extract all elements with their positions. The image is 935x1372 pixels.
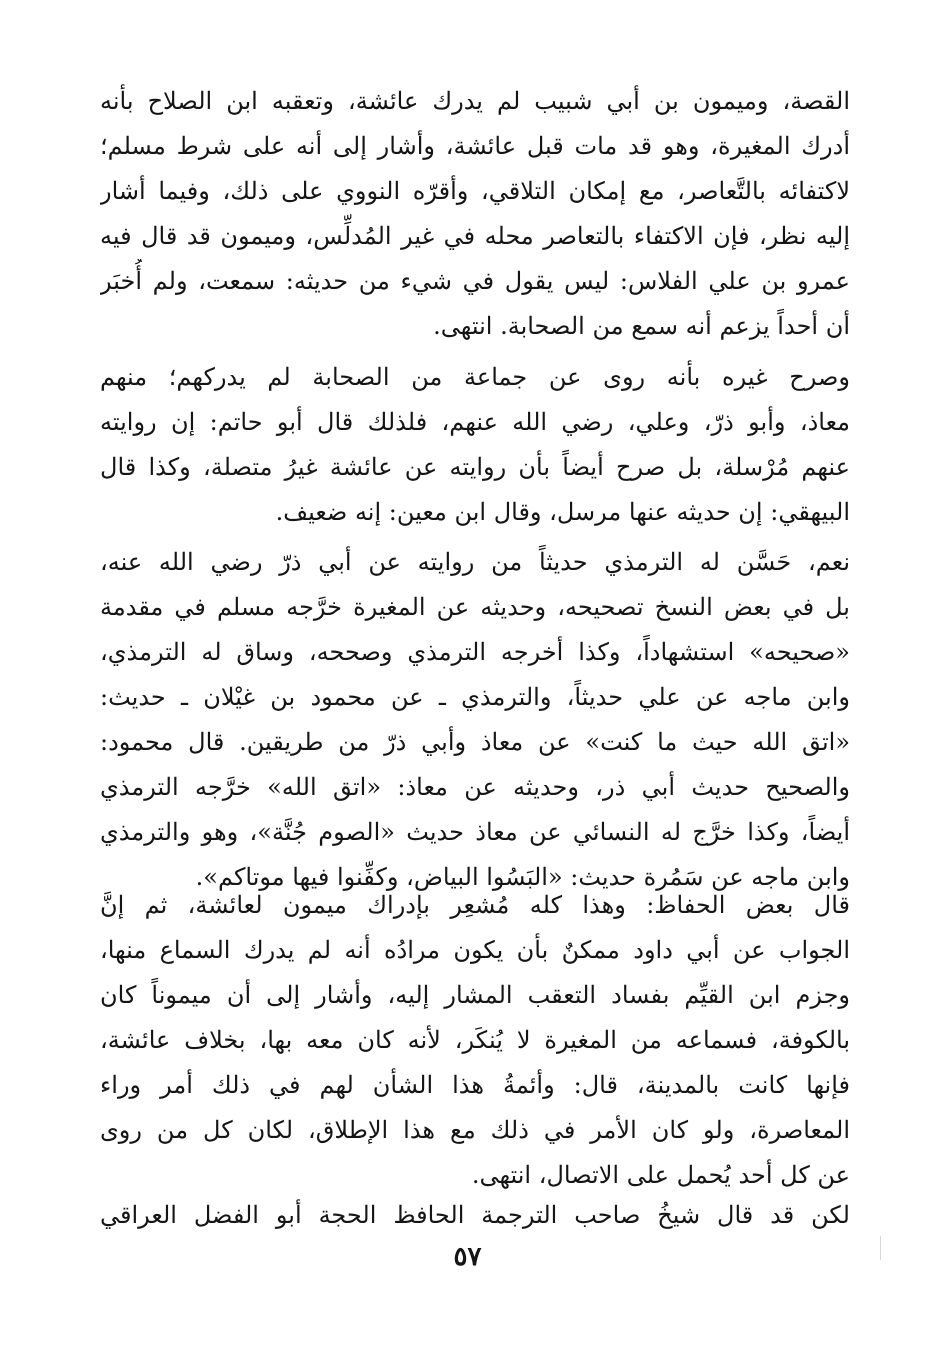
text-line: وجزم ابن القيِّم بفساد التعقب المشار إليه، وأشار إلى أن ميموناً كان (100, 981, 850, 1009)
text-line: بل في بعض النسخ تصحيحه، وحديثه عن المغيرة خرَّجه مسلم في مقدمة (100, 593, 850, 621)
text-line: «صحيحه» استشهاداً، وكذا أخرجه الترمذي وصححه، وساق له الترمذي، (100, 638, 850, 666)
text-line: لاكتفائه بالتَّعاصر، مع إمكان التلاقي، وأقرّه النووي على ذلك، وفيما أشار (100, 177, 850, 205)
text-line: أن أحداً يزعم أنه سمع من الصحابة. انتهى. (433, 312, 850, 340)
text-line: البيهقي: إن حديثه عنها مرسل، وقال ابن معين: إنه ضعيف. (275, 498, 850, 526)
paragraph-4 (100, 883, 850, 1198)
text-line: وابن ماجه عن سَمُرة حديث: «البَسُوا البياض، وكفِّنوا فيها موتاكم». (195, 863, 850, 891)
page-number: ٥٧ (453, 1242, 482, 1272)
text-line: أيضاً، وكذا خرَّج له النسائي عن معاذ حديث «الصوم جُنَّة»، وهو والترمذي (100, 818, 850, 846)
text-line: عنهم مُرْسلة، بل صرح أيضاً بأن روايته عن عائشة غيرُ متصلة، وكذا قال (100, 453, 850, 481)
text-line: وابن ماجه عن علي حديثاً، والترمذي ـ عن محمود بن غيْلان ـ حديث: (100, 683, 850, 711)
text-line: «اتق الله حيث ما كنت» عن معاذ وأبي ذرّ من طريقين. قال محمود: (100, 728, 850, 756)
text-line: المعاصرة، ولو كان الأمر في ذلك مع هذا الإطلاق، لكان كل من روى (100, 1116, 850, 1144)
paragraph-2 (100, 355, 850, 535)
text-line: قال بعض الحفاظ: وهذا كله مُشعِر بإدراك ميمون لعائشة، ثم إنَّ (100, 891, 850, 919)
paragraph-3 (100, 540, 850, 900)
text-line: فإنها كانت بالمدينة، قال: وأئمةُ هذا الشأن لهم في ذلك أمر وراء (100, 1071, 850, 1099)
text-line: أدرك المغيرة، وهو قد مات قبل عائشة، وأشار إلى أنه على شرط مسلم؛ (100, 132, 850, 160)
text-line: القصة، وميمون بن أبي شبيب لم يدرك عائشة، وتعقبه ابن الصلاح بأنه (100, 87, 850, 115)
text-line: والصحيح حديث أبي ذر، وحديثه عن معاذ: «اتق الله» خرَّجه الترمذي (100, 773, 850, 801)
paragraph-1 (100, 79, 850, 349)
text-line: معاذ، وأبو ذرّ، وعلي، رضي الله عنهم، فلذلك قال أبو حاتم: إن روايته (100, 408, 850, 436)
text-line: إليه نظر، فإن الاكتفاء بالتعاصر محله في غير المُدلِّس، وميمون قد قال فيه (100, 222, 850, 250)
margin-mark (880, 1236, 881, 1260)
paragraph-5 (100, 1193, 850, 1238)
text-line: بالكوفة، فسماعه من المغيرة لا يُنكَر، لأنه كان معه بها، بخلاف عائشة، (100, 1026, 850, 1054)
text-line: الجواب عن أبي داود ممكنٌ بأن يكون مرادُه أنه لم يدرك السماع منها، (100, 936, 850, 964)
text-line: عن كل أحد يُحمل على الاتصال، انتهى. (471, 1161, 850, 1189)
text-line: لكن قد قال شيخُ صاحب الترجمة الحافظ الحجة أبو الفضل العراقي (100, 1201, 850, 1229)
text-line: وصرح غيره بأنه روى عن جماعة من الصحابة لم يدركهم؛ منهم (100, 363, 850, 391)
text-line: نعم، حَسَّن له الترمذي حديثاً من روايته عن أبي ذرّ رضي الله عنه، (100, 548, 850, 576)
text-line: عمرو بن علي الفلاس: ليس يقول في شيء من حديثه: سمعت، ولم أُخبَر (100, 267, 850, 295)
